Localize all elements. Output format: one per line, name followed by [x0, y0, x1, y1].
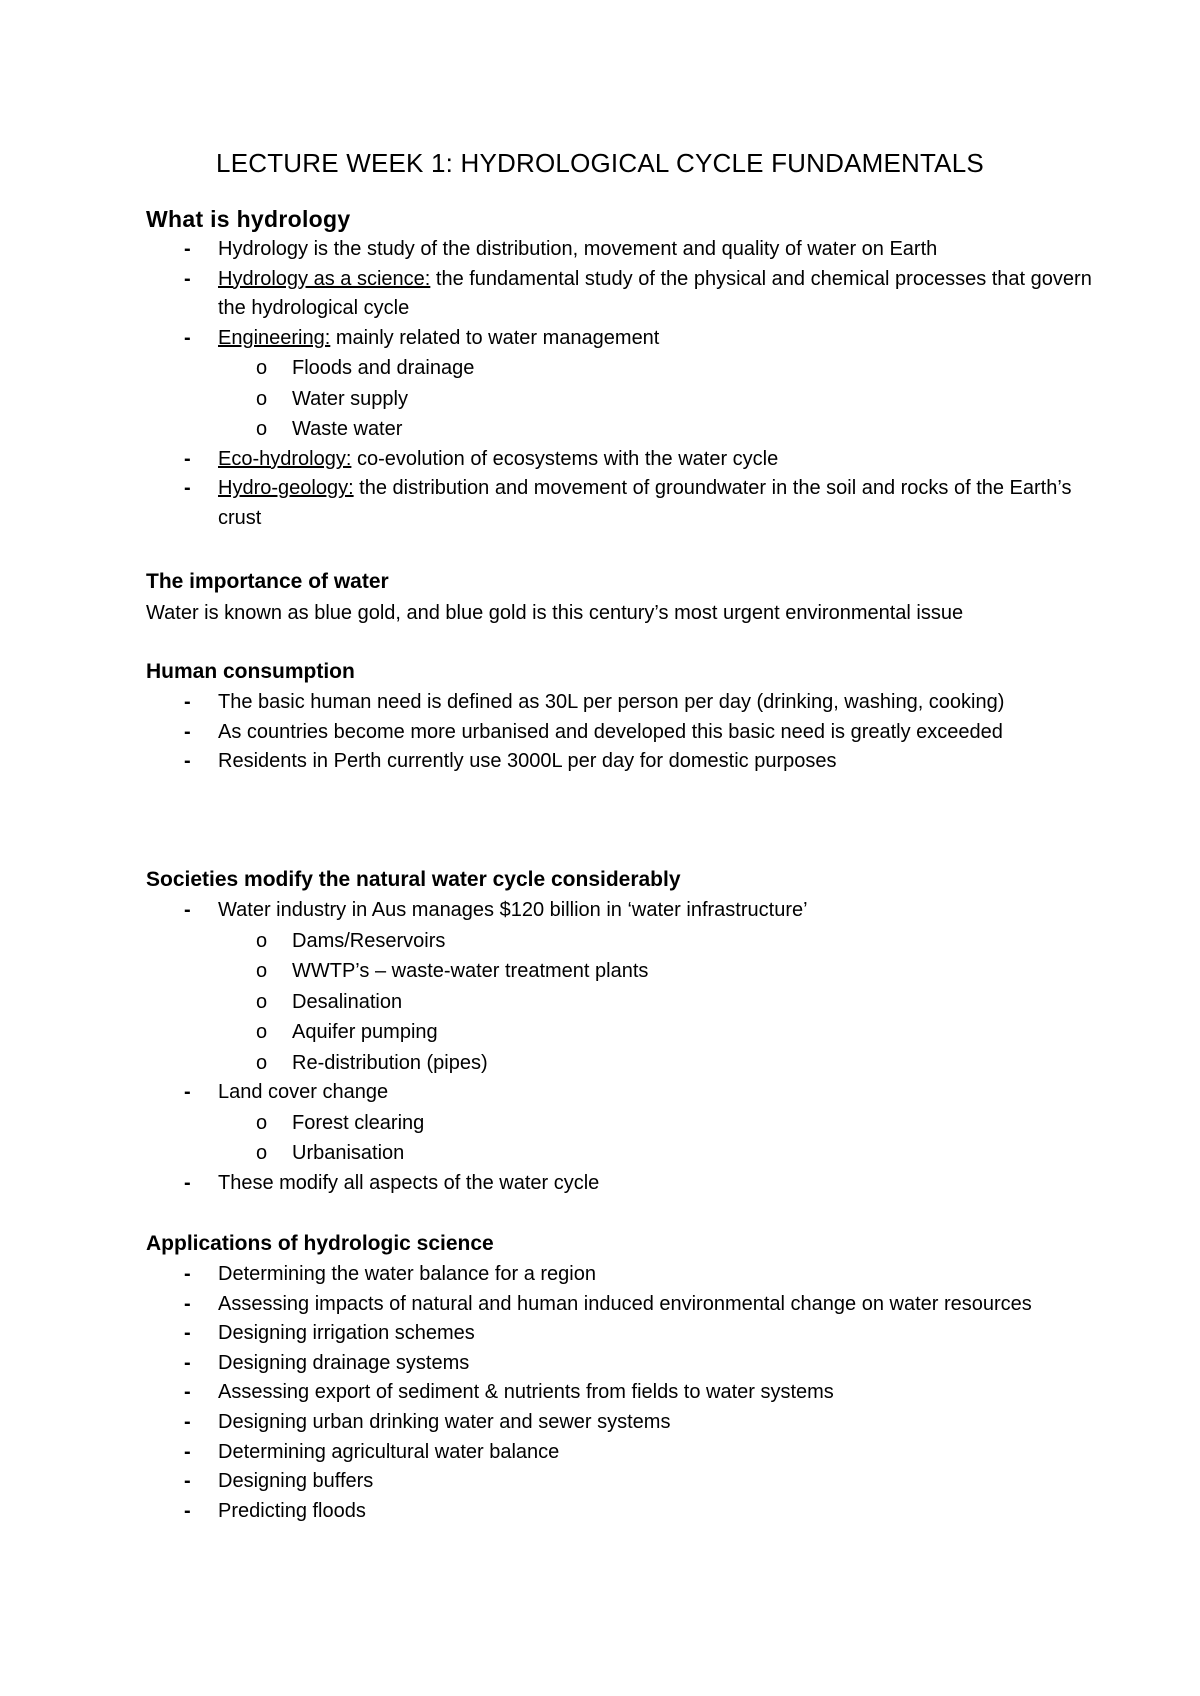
sub-list-item [146, 956, 1106, 987]
list-item [146, 1290, 1106, 1320]
list-item [146, 1408, 1106, 1438]
sub-list-item [146, 1108, 1106, 1139]
sub-list-item [146, 1017, 1106, 1048]
section-heading: Human consumption [146, 660, 355, 683]
item-text: Predicting floods [218, 1499, 366, 1522]
sub-list-item [146, 987, 1106, 1018]
dash-marker: - [184, 1440, 191, 1463]
bullet-list [146, 688, 1106, 777]
section-human-consumption [146, 658, 1106, 777]
item-text: The basic human need is defined as 30L per person per day (drinking, washing, cooking) [218, 691, 1005, 713]
dash-marker: - [184, 1499, 191, 1522]
section-heading: What is hydrology [146, 206, 351, 232]
section-what-is-hydrology [146, 205, 1106, 534]
list-item [146, 1467, 1106, 1497]
list-item [146, 1260, 1106, 1290]
dash-marker: - [184, 750, 191, 773]
circle-bullet: o [256, 960, 268, 983]
list-item [146, 235, 1106, 265]
item-text: Determining agricultural water balance [218, 1440, 560, 1463]
circle-bullet: o [256, 990, 268, 1013]
dash-marker: - [184, 1470, 191, 1493]
list-item [146, 324, 1106, 445]
sub-list-item [146, 926, 1106, 957]
item-text: the fundamental study of the physical and chemical processes that govern the hydrological cycle [218, 267, 1092, 320]
item-text: the distribution and movement of groundwater in the soil and rocks of the Earth’s crust [218, 477, 1072, 530]
item-text: Designing irrigation schemes [218, 1322, 475, 1345]
item-text: Assessing export of sediment & nutrients from fields to water systems [218, 1381, 834, 1404]
bullet-list [146, 1260, 1106, 1526]
sub-list-item [146, 1138, 1106, 1169]
item-term: Eco-hydrology: [218, 447, 352, 470]
sub-item-text: Forest clearing [292, 1111, 425, 1134]
dash-marker: - [184, 267, 191, 290]
list-item [146, 1497, 1106, 1527]
sub-list-item [146, 414, 1106, 445]
dash-marker: - [184, 1292, 191, 1315]
list-item [146, 1078, 1106, 1169]
circle-bullet: o [256, 387, 268, 410]
item-text: Assessing impacts of natural and human induced environmental change on water resources [218, 1292, 1032, 1315]
item-text: Designing drainage systems [218, 1351, 470, 1374]
list-item [146, 1438, 1106, 1468]
sub-item-text: WWTP’s – waste-water treatment plants [292, 960, 649, 983]
item-text: As countries become more urbanised and developed this basic need is greatly exceeded [218, 720, 1003, 743]
list-item [146, 1349, 1106, 1379]
circle-bullet: o [256, 1021, 268, 1044]
list-item [146, 688, 1106, 718]
paragraph: Water is known as blue gold, and blue gold is this century’s most urgent environmental issue [146, 602, 964, 624]
dash-marker: - [184, 326, 191, 349]
circle-bullet: o [256, 1051, 268, 1074]
list-item [146, 445, 1106, 475]
list-item [146, 747, 1106, 777]
bullet-list [146, 896, 1106, 1198]
list-item [146, 718, 1106, 748]
list-item [146, 474, 1106, 533]
list-item [146, 896, 1106, 1078]
dash-marker: - [184, 720, 191, 743]
bullet-list [146, 235, 1106, 534]
sub-item-text: Water supply [292, 387, 408, 410]
item-text: Designing buffers [218, 1470, 374, 1493]
item-text: Land cover change [218, 1081, 389, 1104]
sub-list [218, 926, 1106, 1079]
sub-item-text: Re-distribution (pipes) [292, 1051, 488, 1074]
dash-marker: - [184, 477, 191, 500]
list-item [146, 1319, 1106, 1349]
list-item [146, 265, 1106, 324]
sub-item-text: Waste water [292, 418, 403, 441]
sub-item-text: Urbanisation [292, 1142, 405, 1165]
section-societies-modify [146, 866, 1106, 1198]
item-text: mainly related to water management [330, 326, 660, 349]
dash-marker: - [184, 447, 191, 470]
list-item [146, 1169, 1106, 1199]
item-term: Engineering: [218, 326, 331, 349]
dash-marker: - [184, 1081, 191, 1104]
dash-marker: - [184, 899, 191, 921]
section-heading: Societies modify the natural water cycle considerably [146, 868, 681, 891]
sub-item-text: Dams/Reservoirs [292, 929, 446, 952]
dash-marker: - [184, 1322, 191, 1345]
sub-item-text: Aquifer pumping [292, 1021, 438, 1044]
sub-list [218, 353, 1106, 445]
dash-marker: - [184, 1351, 191, 1374]
section-heading: Applications of hydrologic science [146, 1232, 494, 1255]
item-text: co-evolution of ecosystems with the water cycle [351, 447, 779, 470]
dash-marker: - [184, 1410, 191, 1433]
sub-list-item [146, 1048, 1106, 1079]
item-term: Hydrology as a science: [218, 267, 431, 290]
circle-bullet: o [256, 1111, 268, 1134]
item-text: Hydrology is the study of the distribution, movement and quality of water on Earth [218, 238, 938, 260]
dash-marker: - [184, 1171, 191, 1194]
item-text: Designing urban drinking water and sewer systems [218, 1410, 671, 1433]
dash-marker: - [184, 1263, 191, 1285]
section-applications [146, 1230, 1106, 1526]
circle-bullet: o [256, 418, 268, 441]
section-heading: The importance of water [146, 570, 389, 593]
dash-marker: - [184, 238, 191, 260]
dash-marker: - [184, 691, 191, 713]
item-text: Water industry in Aus manages $120 billion in ‘water infrastructure’ [218, 899, 808, 921]
sub-list-item [146, 384, 1106, 415]
page-title: LECTURE WEEK 1: HYDROLOGICAL CYCLE FUNDAMENTALS [216, 148, 984, 178]
item-text: Determining the water balance for a region [218, 1263, 596, 1285]
item-text: These modify all aspects of the water cycle [218, 1171, 600, 1194]
circle-bullet: o [256, 929, 268, 952]
item-text: Residents in Perth currently use 3000L per day for domestic purposes [218, 750, 837, 773]
circle-bullet: o [256, 1142, 268, 1165]
sub-list [218, 1108, 1106, 1169]
item-term: Hydro-geology: [218, 477, 354, 500]
sub-list-item [146, 353, 1106, 384]
dash-marker: - [184, 1381, 191, 1404]
section-importance-of-water [146, 568, 1106, 628]
circle-bullet: o [256, 357, 268, 380]
list-item [146, 1378, 1106, 1408]
sub-item-text: Floods and drainage [292, 357, 475, 380]
sub-item-text: Desalination [292, 990, 403, 1013]
